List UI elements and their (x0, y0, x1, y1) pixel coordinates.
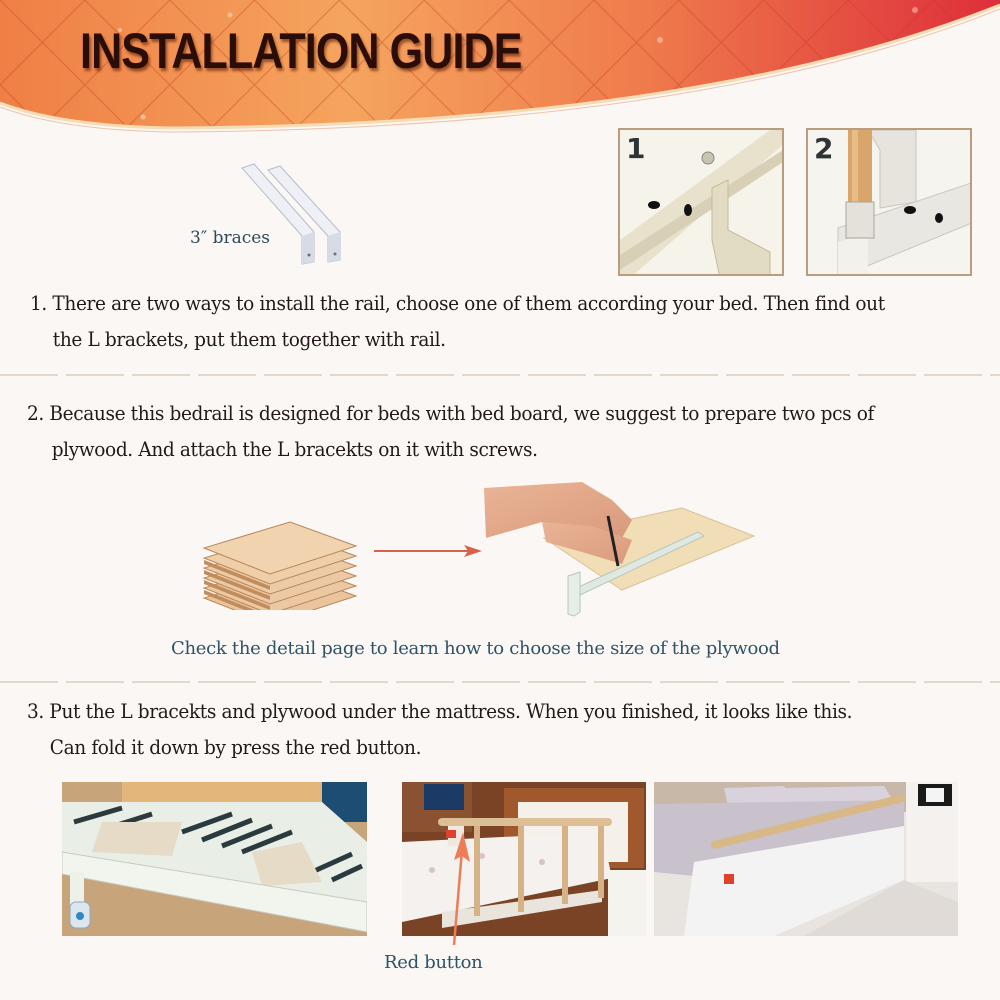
divider-1 (0, 374, 1000, 376)
red-button-pointer-arrow-icon (440, 820, 470, 950)
method-1-number: 1 (626, 132, 646, 165)
method-1-photo (618, 128, 784, 276)
bed-frame-plywood-photo (62, 782, 367, 936)
header-banner (0, 0, 1000, 140)
step-1-text (30, 286, 885, 358)
red-button-label: Red button (384, 952, 483, 973)
step-1-line-2: the L brackets, put them together with rail. (52, 328, 446, 351)
method-2-number: 2 (814, 132, 834, 165)
attach-bracket-image (482, 480, 762, 620)
plywood-size-caption: Check the detail page to learn how to choose the size of the plywood (171, 638, 780, 659)
step-3-text (27, 694, 852, 766)
braces-label: 3″ braces (190, 228, 271, 248)
step-1-line-1: 1. There are two ways to install the rail, choose one of them according your bed. Then find out (30, 292, 885, 315)
braces-image (240, 160, 360, 270)
step-3-line-2: Can fold it down by press the red button. (49, 736, 422, 759)
plywood-stack-image (200, 500, 360, 610)
step-3-line-1: 3. Put the L bracekts and plywood under the mattress. When you finished, it looks like this. (27, 700, 853, 723)
step-2-line-1: 2. Because this bedrail is designed for beds with bed board, we suggest to prepare two pcs of (27, 402, 875, 425)
right-arrow-icon (372, 542, 484, 558)
divider-2 (0, 681, 1000, 683)
bed-rail-folded-photo (654, 782, 958, 936)
step-2-line-2: plywood. And attach the L bracekts on it with screws. (51, 438, 538, 461)
page-title: INSTALLATION GUIDE (80, 23, 522, 79)
method-2-photo (806, 128, 972, 276)
bed-rail-upright-photo (402, 782, 646, 936)
step-2-text (27, 396, 874, 468)
